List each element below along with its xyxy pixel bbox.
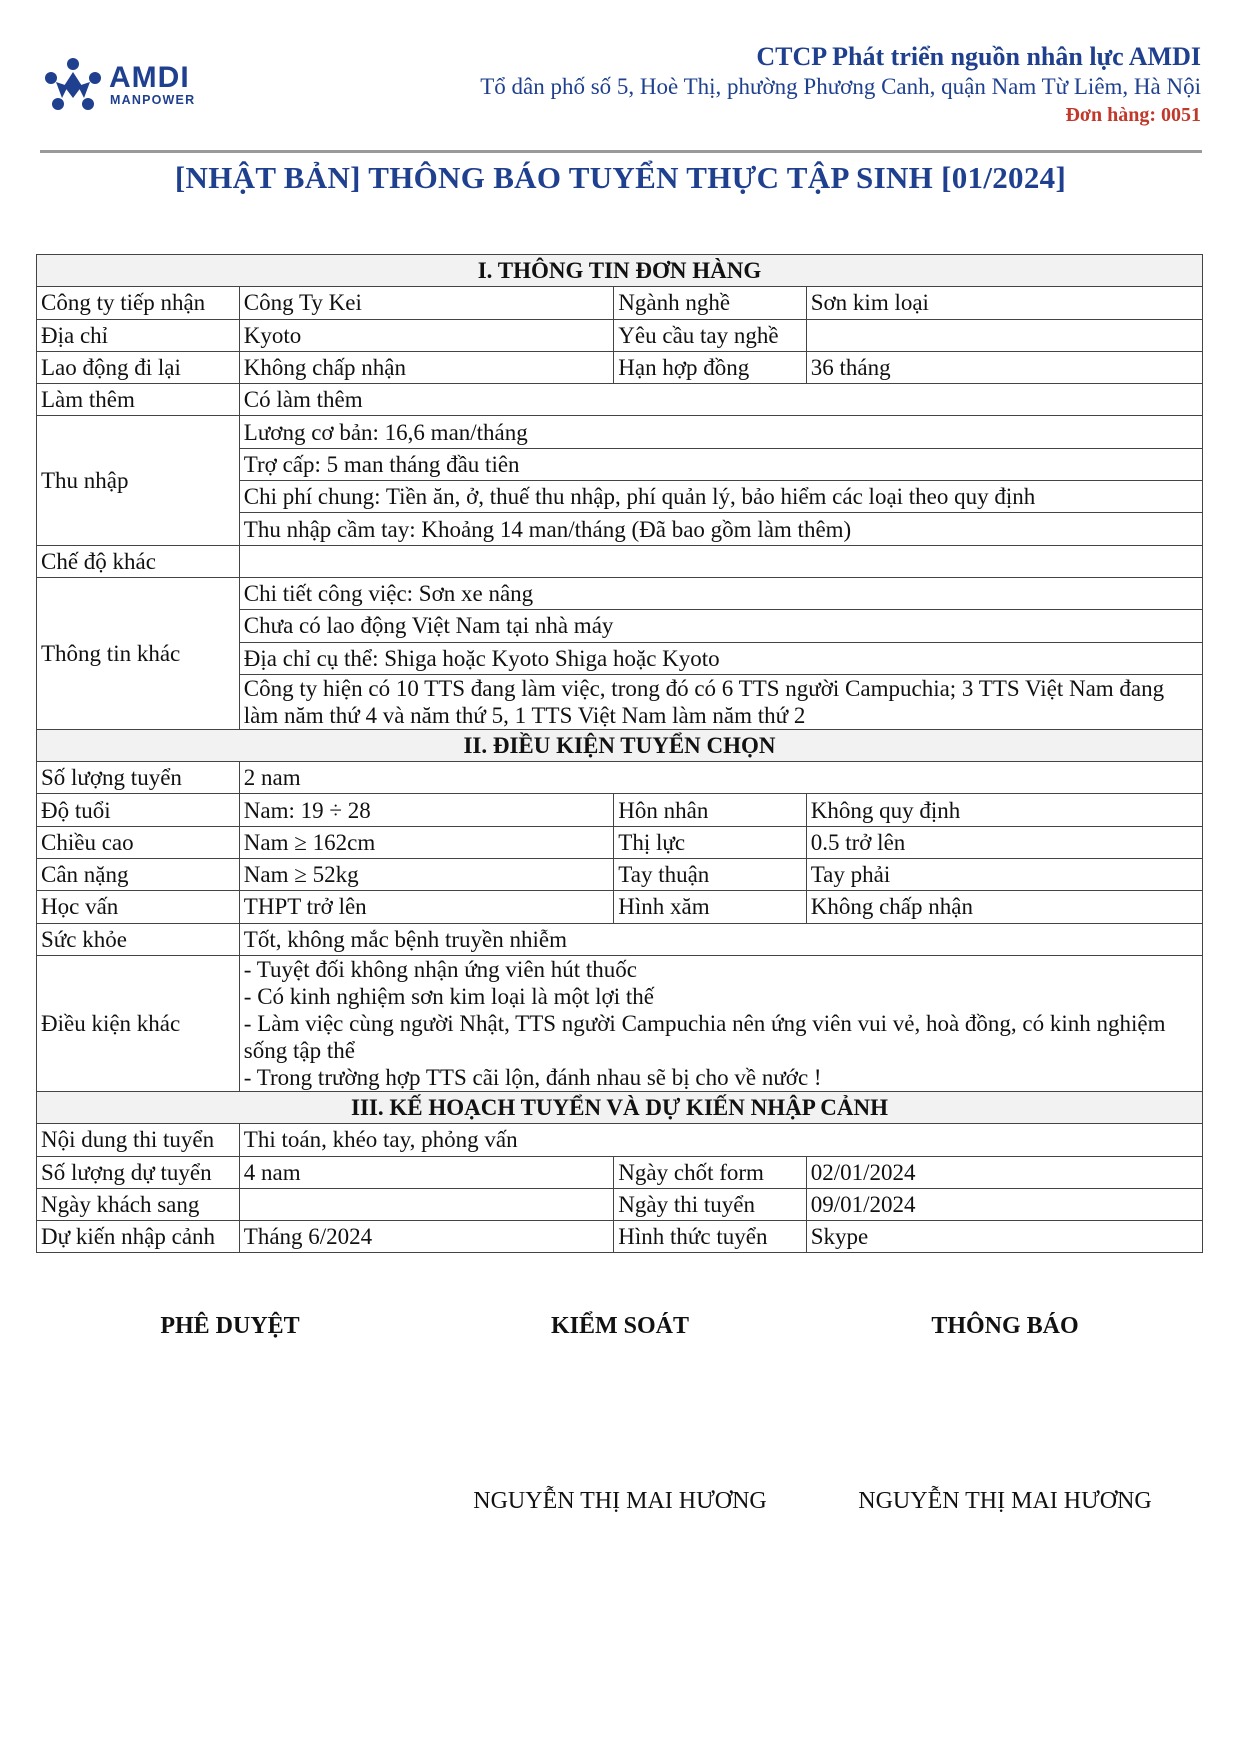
field-label: Hạn hợp đồng: [614, 351, 806, 383]
field-label: Dự kiến nhập cảnh: [37, 1221, 240, 1253]
table-row: [37, 1188, 1203, 1220]
field-value: 2 nam: [239, 762, 1202, 794]
field-label: Điều kiện khác: [37, 955, 240, 1091]
field-value: Tay phải: [806, 859, 1202, 891]
field-value: Nam: 19 ÷ 28: [239, 794, 614, 826]
people-circle-logo-icon: [38, 56, 108, 116]
field-value: 09/01/2024: [806, 1188, 1202, 1220]
logo-subtitle: MANPOWER: [110, 93, 196, 107]
control-heading: KIỂM SOÁT: [550, 1313, 690, 1339]
field-value: [806, 319, 1202, 351]
field-value: [239, 1188, 614, 1220]
field-label: Hình thức tuyển: [614, 1221, 806, 1253]
info-line: Chưa có lao động Việt Nam tại nhà máy: [239, 610, 1202, 642]
table-row: [37, 351, 1203, 383]
recruitment-table: [36, 254, 1203, 1253]
info-line: Công ty hiện có 10 TTS đang làm việc, trong đó có 6 TTS người Campuchia; 3 TTS Việt Nam đang làm năm thứ 4 và năm thứ 5, 1 TTS Việt Nam làm năm thứ 2: [239, 674, 1202, 729]
section-heading: II. ĐIỀU KIỆN TUYỂN CHỌN: [37, 729, 1203, 761]
header-divider: [40, 150, 1202, 153]
table-row: [37, 826, 1203, 858]
income-line: Thu nhập cầm tay: Khoảng 14 man/tháng (Đã bao gồm làm thêm): [239, 513, 1202, 545]
table-row: [37, 416, 1203, 448]
table-row: [37, 384, 1203, 416]
field-value: Thi toán, khéo tay, phỏng vấn: [239, 1124, 1202, 1156]
info-line: Chi tiết công việc: Sơn xe nâng: [239, 577, 1202, 609]
field-value: Công Ty Kei: [239, 287, 614, 319]
section-heading: I. THÔNG TIN ĐƠN HÀNG: [37, 255, 1203, 287]
field-label: Ngày khách sang: [37, 1188, 240, 1220]
field-label: Thu nhập: [37, 416, 240, 545]
table-row: [37, 1124, 1203, 1156]
info-line: Địa chỉ cụ thể: Shiga hoặc Kyoto Shiga hoặc Kyoto: [239, 642, 1202, 674]
field-value: 36 tháng: [806, 351, 1202, 383]
field-value: Không chấp nhận: [239, 351, 614, 383]
field-label: Địa chỉ: [37, 319, 240, 351]
field-label: Yêu cầu tay nghề: [614, 319, 806, 351]
document-title: [NHẬT BẢN] THÔNG BÁO TUYỂN THỰC TẬP SINH [01/2024]: [174, 160, 1067, 195]
field-label: Lao động đi lại: [37, 351, 240, 383]
field-label: Độ tuổi: [37, 794, 240, 826]
field-label: Tay thuận: [614, 859, 806, 891]
field-label: Cân nặng: [37, 859, 240, 891]
field-value: [239, 545, 1202, 577]
field-label: Học vấn: [37, 891, 240, 923]
logo-wordmark: AMDI: [109, 61, 190, 94]
field-label: Nội dung thi tuyển: [37, 1124, 240, 1156]
order-number: Đơn hàng: 0051: [1065, 104, 1201, 126]
field-label: Sức khỏe: [37, 923, 240, 955]
field-label: Số lượng dự tuyển: [37, 1156, 240, 1188]
section-heading-row: [37, 255, 1203, 287]
conditions-list: [239, 955, 1202, 1091]
notice-heading: THÔNG BÁO: [931, 1313, 1079, 1339]
field-label: Ngày thi tuyển: [614, 1188, 806, 1220]
field-label: Hình xăm: [614, 891, 806, 923]
field-value: Không chấp nhận: [806, 891, 1202, 923]
income-line: Chi phí chung: Tiền ăn, ở, thuế thu nhập, phí quản lý, bảo hiểm các loại theo quy định: [239, 481, 1202, 513]
field-value: 02/01/2024: [806, 1156, 1202, 1188]
field-label: Hôn nhân: [614, 794, 806, 826]
table-row: [37, 859, 1203, 891]
field-label: Thị lực: [614, 826, 806, 858]
field-value: Skype: [806, 1221, 1202, 1253]
company-name: CTCP Phát triển nguồn nhân lực AMDI: [756, 42, 1201, 71]
table-row: [37, 891, 1203, 923]
income-line: Trợ cấp: 5 man tháng đầu tiên: [239, 448, 1202, 480]
condition-item: - Có kinh nghiệm sơn kim loại là một lợi thế: [243, 983, 654, 1009]
field-value: Có làm thêm: [239, 384, 1202, 416]
field-label: Làm thêm: [37, 384, 240, 416]
table-row: [37, 923, 1203, 955]
condition-item: - Tuyệt đối không nhận ứng viên hút thuốc: [243, 956, 638, 982]
section-heading: III. KẾ HOẠCH TUYỂN VÀ DỰ KIẾN NHẬP CẢNH: [37, 1091, 1203, 1123]
condition-item: - Trong trường hợp TTS cãi lộn, đánh nhau sẽ bị cho về nước !: [243, 1064, 822, 1090]
company-address: Tổ dân phố số 5, Hoè Thị, phường Phương Canh, quận Nam Từ Liêm, Hà Nội: [480, 74, 1201, 99]
notice-signer-name: NGUYỄN THỊ MAI HƯƠNG: [858, 1488, 1152, 1514]
field-label: Ngày chốt form: [614, 1156, 806, 1188]
table-row: [37, 577, 1203, 609]
field-label: Chiều cao: [37, 826, 240, 858]
condition-item: - Làm việc cùng người Nhật, TTS người Campuchia nên ứng viên vui vẻ, hoà đồng, có kinh nghiệm sống tập thể: [243, 1010, 1166, 1063]
field-value: Nam ≥ 52kg: [239, 859, 614, 891]
approve-heading: PHÊ DUYỆT: [160, 1313, 300, 1339]
section-heading-row: [37, 1091, 1203, 1123]
table-row: [37, 1156, 1203, 1188]
field-label: Số lượng tuyển: [37, 762, 240, 794]
table-row: [37, 319, 1203, 351]
table-row: [37, 762, 1203, 794]
table-row: [37, 955, 1203, 1091]
field-value: THPT trở lên: [239, 891, 614, 923]
table-row: [37, 794, 1203, 826]
field-value: Tháng 6/2024: [239, 1221, 614, 1253]
field-label: Thông tin khác: [37, 577, 240, 729]
field-value: Nam ≥ 162cm: [239, 826, 614, 858]
table-row: [37, 1221, 1203, 1253]
control-signer-name: NGUYỄN THỊ MAI HƯƠNG: [473, 1488, 767, 1514]
field-value: 4 nam: [239, 1156, 614, 1188]
field-value: Kyoto: [239, 319, 614, 351]
income-line: Lương cơ bản: 16,6 man/tháng: [239, 416, 1202, 448]
field-value: Không quy định: [806, 794, 1202, 826]
field-value: Sơn kim loại: [806, 287, 1202, 319]
field-label: Ngành nghề: [614, 287, 806, 319]
field-value: 0.5 trở lên: [806, 826, 1202, 858]
field-label: Công ty tiếp nhận: [37, 287, 240, 319]
field-value: Tốt, không mắc bệnh truyền nhiễm: [239, 923, 1202, 955]
table-row: [37, 545, 1203, 577]
field-label: Chế độ khác: [37, 545, 240, 577]
section-heading-row: [37, 729, 1203, 761]
table-row: [37, 287, 1203, 319]
